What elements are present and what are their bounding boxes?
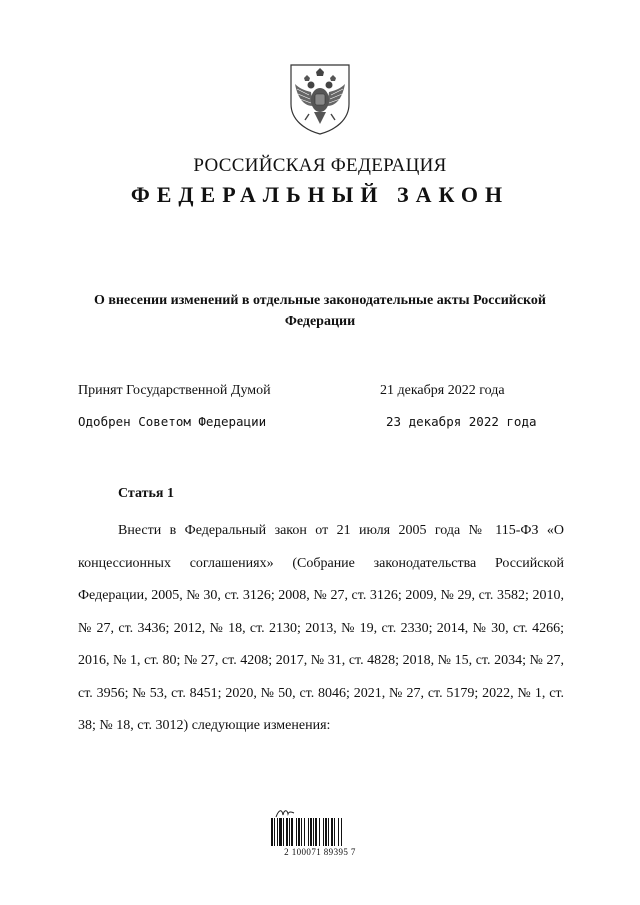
council-approval-label: Одобрен Советом Федерации bbox=[78, 414, 267, 429]
duma-adoption-label: Принят Государственной Думой bbox=[78, 383, 271, 398]
document-type: ФЕДЕРАЛЬНЫЙ ЗАКОН bbox=[130, 182, 510, 207]
duma-adoption-date: 21 декабря 2022 года bbox=[380, 383, 505, 398]
barcode-number: 2 100071 89395 7 bbox=[284, 847, 356, 857]
article-heading: Статья 1 bbox=[118, 486, 174, 501]
barcode bbox=[270, 818, 370, 846]
article-body: Внести в Федеральный закон от 21 июля 2005 года № 115-ФЗ «О концессионных соглашениях» (Собрание законодательства Российской Федерации, 2005, № 30, ст. 3126; 2008, № 27, ст. 3126; 2009, № 29, ст. 3582; 2010, № 27, ст. 3436; 2012, № 18, ст. 2130; 2013, № 19, ст. 2330; 2014, № 30, ст. 4266; 2016, № 1, ст. 80; № 27, ст. 4208; 2017, № 31, ст. 4828; 2018, № 15, ст. 2034; № 27, ст. 3956; № 53, ст. 8451; 2020, № 50, ст. 8046; 2021, № 27, ст. 5179; 2022, № 1, ст. 38; № 18, ст. 3012) следующие изменения: bbox=[78, 523, 564, 733]
signature-mark bbox=[275, 806, 295, 818]
council-approval-date: 23 декабря 2022 года bbox=[386, 414, 537, 429]
law-title: О внесении изменений в отдельные законодательные акты Российской Федерации bbox=[93, 293, 546, 329]
coat-of-arms-icon bbox=[287, 62, 353, 137]
country-name: РОССИЙСКАЯ ФЕДЕРАЦИЯ bbox=[193, 155, 447, 176]
